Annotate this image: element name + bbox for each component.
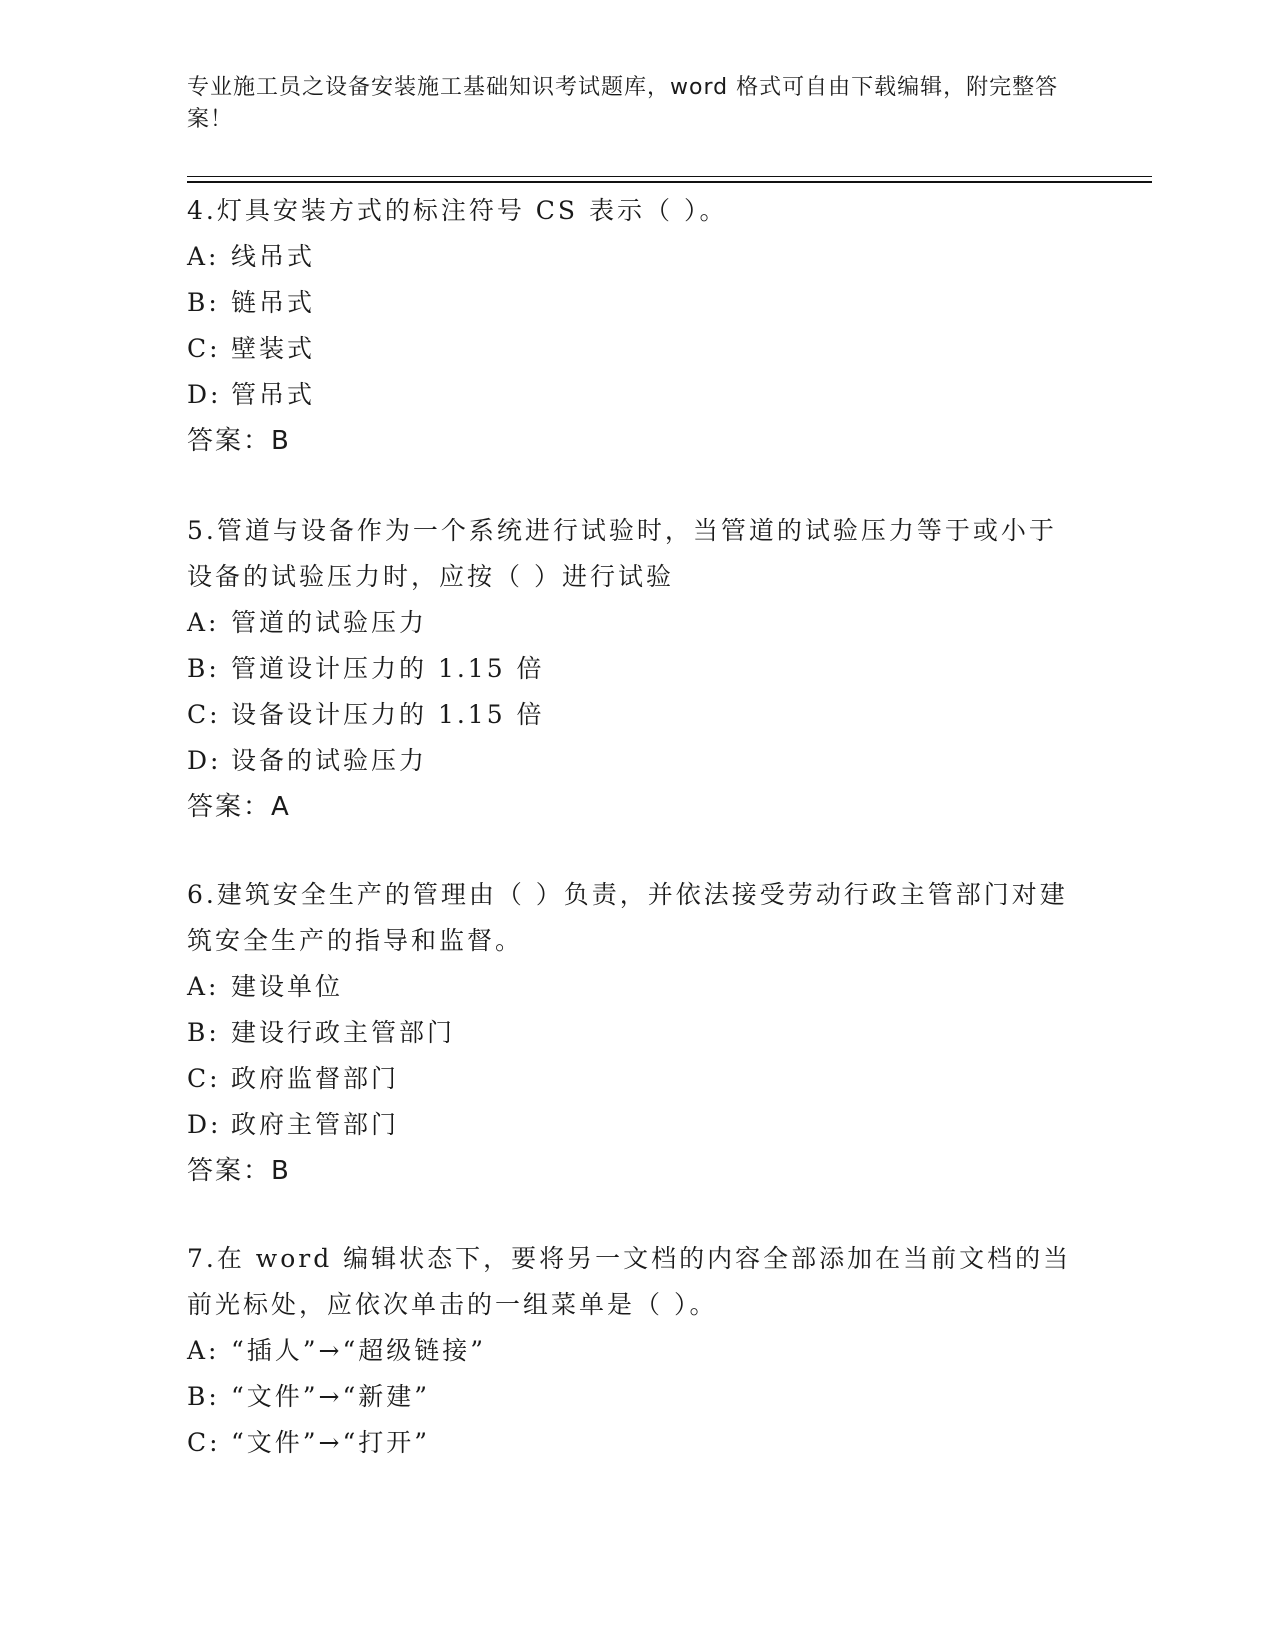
option-letter: C: bbox=[187, 700, 221, 729]
option-letter: B: bbox=[187, 1382, 220, 1411]
option-b bbox=[187, 646, 1077, 692]
option-text: “插人”→“超级链接” bbox=[231, 1336, 487, 1365]
answer-line bbox=[187, 784, 1077, 830]
header-divider-thin bbox=[187, 176, 1152, 177]
option-text: 管吊式 bbox=[231, 380, 316, 409]
question-stem: 6.建筑安全生产的管理由（ ）负责，并依法接受劳动行政主管部门对建筑安全生产的指导和监督。 bbox=[187, 880, 1068, 955]
option-letter: A: bbox=[187, 1336, 220, 1365]
option-letter: C: bbox=[187, 1064, 221, 1093]
option-d bbox=[187, 1102, 1077, 1148]
option-a bbox=[187, 964, 1077, 1010]
option-text: 壁装式 bbox=[231, 334, 316, 363]
option-text: 管道设计压力的 1.15 倍 bbox=[231, 654, 545, 683]
option-text: 管道的试验压力 bbox=[231, 608, 428, 637]
answer-label: 答案： bbox=[187, 1156, 272, 1186]
answer-label: 答案： bbox=[187, 426, 272, 456]
answer-line bbox=[187, 418, 1077, 464]
option-text: 建设单位 bbox=[231, 972, 344, 1001]
answer-line bbox=[187, 1148, 1077, 1194]
question-stem: 5.管道与设备作为一个系统进行试验时，当管道的试验压力等于或小于设备的试验压力时，应按（ ）进行试验 bbox=[187, 516, 1057, 591]
option-letter: D: bbox=[187, 380, 222, 409]
option-letter: D: bbox=[187, 1110, 222, 1139]
option-a bbox=[187, 600, 1077, 646]
question-stem: 4.灯具安装方式的标注符号 CS 表示（ ）。 bbox=[187, 196, 728, 225]
option-letter: D: bbox=[187, 746, 222, 775]
question-stem: 7.在 word 编辑状态下，要将另一文档的内容全部添加在当前文档的当前光标处，应依次单击的一组菜单是（ ）。 bbox=[187, 1244, 1072, 1319]
option-letter: A: bbox=[187, 608, 220, 637]
header-divider-thick bbox=[187, 181, 1152, 183]
question-5 bbox=[187, 508, 1077, 830]
question-7 bbox=[187, 1236, 1077, 1466]
option-letter: A: bbox=[187, 972, 220, 1001]
option-letter: B: bbox=[187, 1018, 220, 1047]
option-b bbox=[187, 280, 1077, 326]
option-letter: B: bbox=[187, 654, 220, 683]
option-text: 设备设计压力的 1.15 倍 bbox=[231, 700, 545, 729]
option-b bbox=[187, 1374, 1077, 1420]
question-6 bbox=[187, 872, 1077, 1194]
answer-label: 答案： bbox=[187, 792, 272, 822]
option-text: 设备的试验压力 bbox=[231, 746, 428, 775]
option-text: “文件”→“新建” bbox=[231, 1382, 431, 1411]
answer-value: B bbox=[271, 1156, 291, 1186]
option-a bbox=[187, 1328, 1077, 1374]
option-text: 线吊式 bbox=[231, 242, 316, 271]
option-letter: B: bbox=[187, 288, 220, 317]
option-text: 链吊式 bbox=[231, 288, 316, 317]
answer-value: A bbox=[271, 792, 291, 822]
option-letter: C: bbox=[187, 334, 221, 363]
option-b bbox=[187, 1010, 1077, 1056]
option-c bbox=[187, 1420, 1077, 1466]
option-a bbox=[187, 234, 1077, 280]
option-text: 建设行政主管部门 bbox=[231, 1018, 456, 1047]
option-letter: A: bbox=[187, 242, 220, 271]
option-text: 政府监督部门 bbox=[231, 1064, 400, 1093]
answer-value: B bbox=[271, 426, 291, 456]
option-text: 政府主管部门 bbox=[231, 1110, 400, 1139]
option-letter: C: bbox=[187, 1428, 221, 1457]
option-text: “文件”→“打开” bbox=[231, 1428, 431, 1457]
document-header: 专业施工员之设备安装施工基础知识考试题库，word 格式可自由下载编辑，附完整答案！ bbox=[187, 75, 1059, 132]
option-c bbox=[187, 1056, 1077, 1102]
option-d bbox=[187, 738, 1077, 784]
option-d bbox=[187, 372, 1077, 418]
option-c bbox=[187, 692, 1077, 738]
question-4 bbox=[187, 188, 1077, 464]
option-c bbox=[187, 326, 1077, 372]
